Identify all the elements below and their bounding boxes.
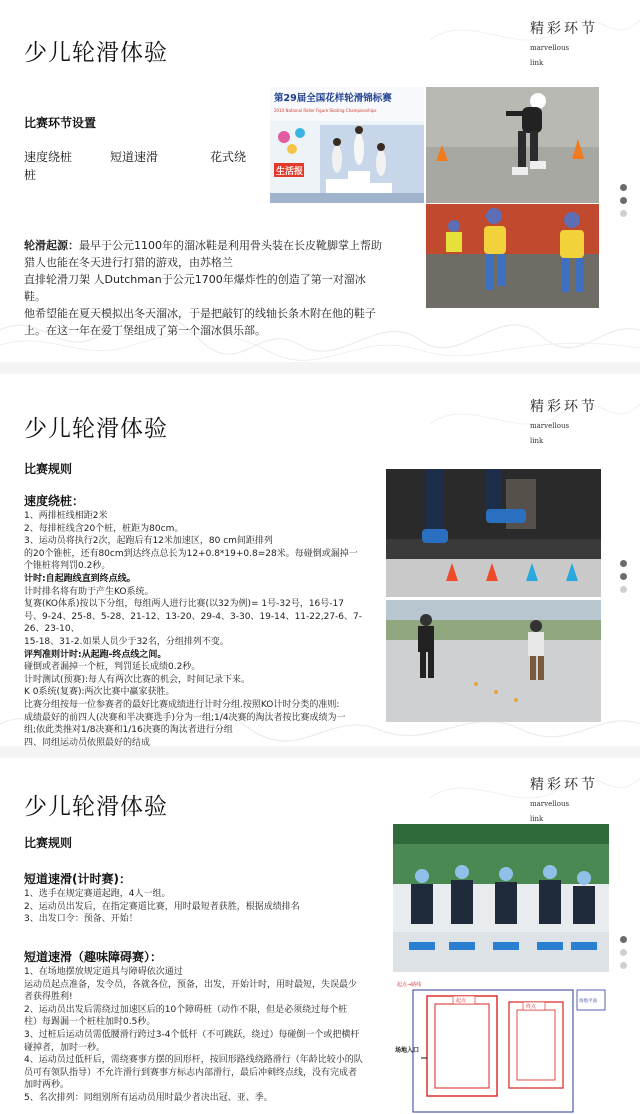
rule-line: 3、运动员将执行2次，起跑后有12米加速区，80 cm间距排列	[24, 536, 273, 547]
page-indicator	[620, 936, 628, 975]
kids-lineup-photo	[393, 824, 609, 972]
page-indicator	[620, 560, 628, 599]
rule-line: 3、出发口令：预备、开始！	[24, 914, 138, 925]
rule-line: 碰掉者，加时一秒。	[24, 1042, 106, 1053]
diagram-top-label: 起点→路线	[397, 982, 422, 988]
obstacle-race-rules	[24, 966, 384, 1114]
category-freestyle: 花式绕	[210, 150, 247, 164]
section-heading: 比赛规则	[24, 462, 73, 476]
brand-en-1: marvellous	[530, 422, 570, 430]
rule-line: 计时:自起跑线直到终点线。	[24, 573, 136, 584]
short-track-timed-rules	[24, 888, 384, 926]
rule-line: 者获得胜利!	[24, 992, 73, 1003]
diagram-legend: 场地平面	[579, 999, 597, 1004]
diagram-end-label: 终点	[526, 1004, 537, 1010]
brand-block	[530, 18, 598, 68]
rule-line: 2、运动员出发后，在指定赛道比赛，用时最短者获胜，根据成绩排名	[24, 901, 300, 912]
rule-line: 1、两排桩线相距2米	[24, 511, 108, 521]
rule-line: K 0系统(复赛):两次比赛中赢家获胜。	[24, 687, 175, 698]
origin-line-3: 直排轮滑刀架 人Dutchman于公元1700年爆炸性的创造了第一对溜冰鞋。	[24, 273, 366, 303]
slide-title: 少儿轮滑体验	[24, 40, 168, 66]
kids-skating-photo	[426, 204, 599, 308]
page-dot-3[interactable]	[620, 586, 627, 593]
section-heading: 比赛环节设置	[24, 116, 97, 130]
rule-line: 计时测试(预赛):每人有两次比赛的机会，时间记录下来。	[24, 674, 251, 685]
rule-line: 评判准则计时:从起跑-终点线之间。	[24, 649, 167, 660]
brand-cn: 精彩环节	[530, 399, 598, 415]
rule-line: 运动员起点准备，发令员，各就各位，预备，出发，开始计时，用时最短，失误最少	[24, 979, 358, 990]
page-dot-2[interactable]	[620, 573, 627, 580]
page-dot-1[interactable]	[620, 184, 627, 191]
rule-line: 加时两秒。	[24, 1080, 70, 1091]
rule-line: 2、运动员出发后需绕过加速区后的10个障碍桩（动作不限，但是必须绕过每个桩	[24, 1004, 348, 1015]
brand-block	[530, 774, 598, 824]
poster-subline: 2014 National Roller Figure Skating Championships	[274, 108, 377, 113]
slide-2	[0, 374, 640, 746]
poster-headline: 第29届全国花样轮滑锦标赛	[274, 93, 392, 104]
page-dot-2[interactable]	[620, 949, 627, 956]
rule-line: 柱）每踢漏一个桩柱加时0.5秒。	[24, 1017, 156, 1028]
rule-line: 4、运动员过低杆后，需绕赛事方摆的回形杆，按回形路线绕路滑行（年龄比较小的队	[24, 1055, 363, 1066]
rule-line: 个锥桩将判罚0.2秒。	[24, 561, 111, 572]
rule-line: 四、同组运动员依照最好的结成	[24, 737, 151, 746]
rule-line: 2、每排桩线含20个桩，桩距为80cm。	[24, 523, 184, 534]
page-dot-2[interactable]	[620, 197, 627, 204]
category-speed-slalom: 速度绕桩	[24, 150, 73, 164]
origin-line-4: 他希望能在夏天模拟出冬天溜冰，于是把敲钉的线轴长条木附在他的鞋子	[24, 307, 376, 320]
slide-1	[0, 0, 640, 362]
poster-badge: 生活报	[276, 167, 304, 177]
brand-en-2: link	[530, 815, 544, 823]
skater-cones-photo	[426, 87, 599, 203]
subsection-obstacle-race: 短道速滑（趣味障碍赛）：	[24, 950, 163, 964]
championship-podium-photo	[270, 87, 424, 203]
rule-line: 15-18、31-2.如果人员少于32名，分组排列不变。	[24, 636, 229, 647]
subsection-short-track-timed: 短道速滑(计时赛)：	[24, 872, 131, 886]
skate-feet-cones-photo	[386, 469, 601, 597]
rule-line: 号、9-24、25-8、5-28、21-12、13-20、29-4、3-30、19-14、11-22,27-6、7-26、23-10、	[24, 611, 362, 635]
brand-en-1: marvellous	[530, 44, 570, 52]
brand-en-2: link	[530, 437, 544, 445]
rule-line: 3、过桩后运动员需低腰滑行跨过3-4个低杆（不可跳跃，绕过）每碰倒一个或把横杆	[24, 1029, 360, 1040]
brand-block	[530, 396, 598, 446]
rule-line: 计时排名将有助于产生KO系统。	[24, 586, 154, 597]
slide-3	[0, 758, 640, 1114]
page-dot-3[interactable]	[620, 210, 627, 217]
brand-cn: 精彩环节	[530, 777, 598, 793]
rule-line: 员可有领队指导）不允许滑行到赛事方标志内部滑行，最后冲刺终点线，没有完成者	[24, 1067, 358, 1078]
slide-title: 少儿轮滑体验	[24, 794, 168, 820]
page-dot-1[interactable]	[620, 560, 627, 567]
rule-line: 复赛(KO体系)按以下分组，每组两人进行比赛(以32为例)= 1号-32号，16号-17	[24, 599, 344, 610]
rule-line: 5、名次排列：同组别所有运动员用时最少者决出冠、亚、季。	[24, 1092, 273, 1103]
brand-en-2: link	[530, 59, 544, 67]
page-dot-1[interactable]	[620, 936, 627, 943]
diagram-entrance-label: 场地入口	[395, 1047, 420, 1054]
brand-cn: 精彩环节	[530, 21, 598, 37]
category-short-track: 短道速滑	[110, 150, 159, 164]
category-freestyle-cont: 桩	[24, 168, 37, 182]
rule-line: 组;依此类推对1/8决赛和1/16决赛的淘汰者进行分组	[24, 725, 233, 736]
origin-line-5: 上。在这一年在爱丁堡组成了第一个溜冰俱乐部。	[24, 324, 266, 337]
slide-title: 少儿轮滑体验	[24, 416, 168, 442]
speed-slalom-rules	[24, 510, 374, 746]
origin-label: 轮滑起源：	[24, 239, 79, 252]
brand-en-1: marvellous	[530, 800, 570, 808]
page-dot-3[interactable]	[620, 962, 627, 969]
rule-line: 碰倒或者漏掉一个桩，判罚延长成绩0.2秒。	[24, 662, 201, 673]
rule-line: 1、选手在规定赛道起跑，4人一组。	[24, 889, 171, 899]
rule-line: 比赛分组按每一位参赛者的最好比赛成绩进行计时分组.按照KO计时分类的准则:	[24, 699, 340, 710]
diagram-start-label: 起点	[456, 998, 467, 1004]
rule-line: 的20个锥桩，还有80cm到达终点总长为12+0.8*19+0.8=28米。每碰倒或漏掉一	[24, 548, 358, 559]
kids-slalom-course-photo	[386, 600, 601, 722]
subsection-speed-slalom: 速度绕桩：	[24, 494, 85, 508]
section-heading: 比赛规则	[24, 836, 73, 850]
origin-line-1: 最早于公元1100年的溜冰鞋是利用骨头装在长皮靴脚掌上帮助	[79, 239, 382, 252]
course-layout-diagram	[393, 976, 609, 1114]
origin-paragraph	[24, 237, 386, 339]
page-indicator	[620, 184, 628, 223]
origin-line-2: 猎人也能在冬天进行打猎的游戏，由苏格兰	[24, 256, 233, 269]
rule-line: 1、在场地摆放规定道具与障碍依次通过	[24, 967, 183, 977]
rule-line: 成绩最好的前四人(决赛和半决赛选手)分为一组;1/4决赛的淘汰者按比赛成绩为一	[24, 712, 346, 723]
